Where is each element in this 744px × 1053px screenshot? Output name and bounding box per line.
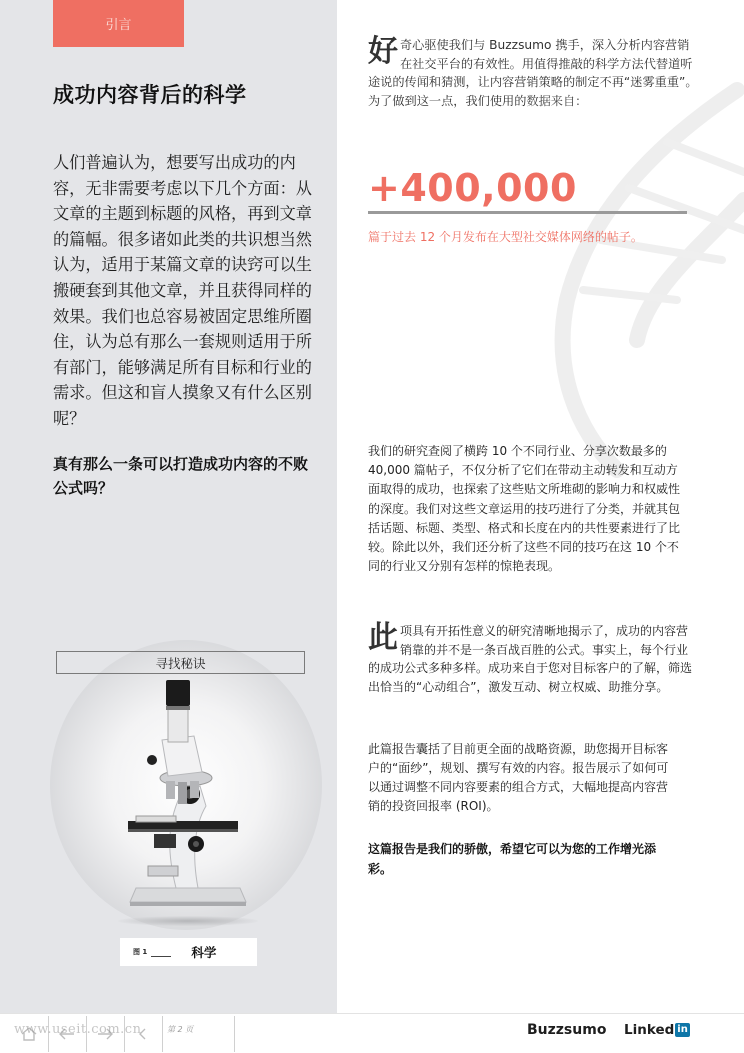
- lede-dropcap: 好: [368, 34, 398, 69]
- page-title: 成功内容背后的科学: [53, 83, 247, 107]
- buzzsumo-logo: Buzzsumo: [527, 1022, 607, 1038]
- question-heading: 真有那么一条可以打造成功内容的不败公式吗？: [53, 455, 309, 497]
- findings-text: 项具有开拓性意义的研究清晰地揭示了，成功的内容营销靠的并不是一条百战百胜的公式。事实上，每个行业的成功公式多种多样。成功来自于您对目标客户的了解，筛选出恰当的“心动组合”，激发互动、树立权威、助推分享。: [368, 624, 693, 694]
- stat-divider: [368, 211, 687, 214]
- microscope-illustration: [118, 676, 258, 916]
- secret-label-box: 寻找秘诀: [56, 651, 305, 674]
- research-paragraph: 我们的研究查阅了横跨 10 个不同行业、分享次数最多的 40,000 篇帖子，不仅分析了它们在带动主动转发和互动方面取得的成功，也探索了这些贴文所堆砌的影响力和权威性的深度。我们对这些文章运用的技巧进行了分类，并就其包括话题、标题、类型、格式和长度在内的共性要素进行了比较。除此以外，我们还分析了这些不同的技巧在这 10 个不同的行业又分别有怎样的惊艳表现。: [368, 444, 681, 574]
- figure-label: 科学: [191, 945, 217, 960]
- findings-dropcap: 此: [368, 620, 398, 655]
- dna-helix-graphic: [497, 80, 744, 480]
- page-number: 第 2 页: [167, 1025, 194, 1034]
- figure-underline: [151, 956, 171, 957]
- linkedin-logo-box: in: [677, 1024, 688, 1035]
- lede-text: 奇心驱使我们与 Buzzsumo 携手，深入分析内容营销在社交平台的有效性。用值得推敲的科学方法代替道听途说的传闻和猜测，让内容营销策略的制定不再“迷雾重重”。为了做到这一点，我们使用的: [368, 38, 698, 108]
- watermark: www.useit.com.cn: [14, 1022, 142, 1037]
- linkedin-logo-text: Linked: [624, 1022, 675, 1038]
- figure-caption: [120, 938, 257, 966]
- report-paragraph: 此篇报告囊括了目前更全面的战略资源，助您揭开目标客户的“面纱”，规划、撰写有效的内容。报告展示了如何可以通过调整不同内容要素的组合方式，大幅地提高内容营销的投资回报率 (ROI)。: [368, 742, 669, 813]
- microscope-shadow: [118, 916, 258, 926]
- stat-value: +400,000: [368, 166, 577, 210]
- lede-paragraph: [368, 36, 700, 110]
- closing-statement: 这篇报告是我们的骄傲，希望它可以为您的工作增光添彩。: [368, 842, 657, 876]
- lede-source: 数据来自：: [526, 93, 588, 108]
- findings-paragraph: [368, 622, 698, 696]
- intro-paragraph: 人们普遍认为，想要写出成功的内容，无非需要考虑以下几个方面：从文章的主题到标题的风格，再到文章的篇幅。很多诸如此类的共识想当然认为，适用于某篇文章的诀窍可以生搬硬套到其他文章，并且获得同样的效果。我们也总容易被固定思维所圈住，认为总有那么一套规则适用于所有部门，能够满足所有目标和行业的需求。但这和盲人摸象又有什么区别呢？: [53, 153, 312, 428]
- intro-tab[interactable]: 引言: [53, 0, 184, 47]
- stat-description: 篇于过去 12 个月发布在大型社交媒体网络的帖子。: [368, 230, 643, 244]
- linkedin-logo: [624, 1022, 690, 1038]
- figure-number: 图 1: [133, 948, 148, 956]
